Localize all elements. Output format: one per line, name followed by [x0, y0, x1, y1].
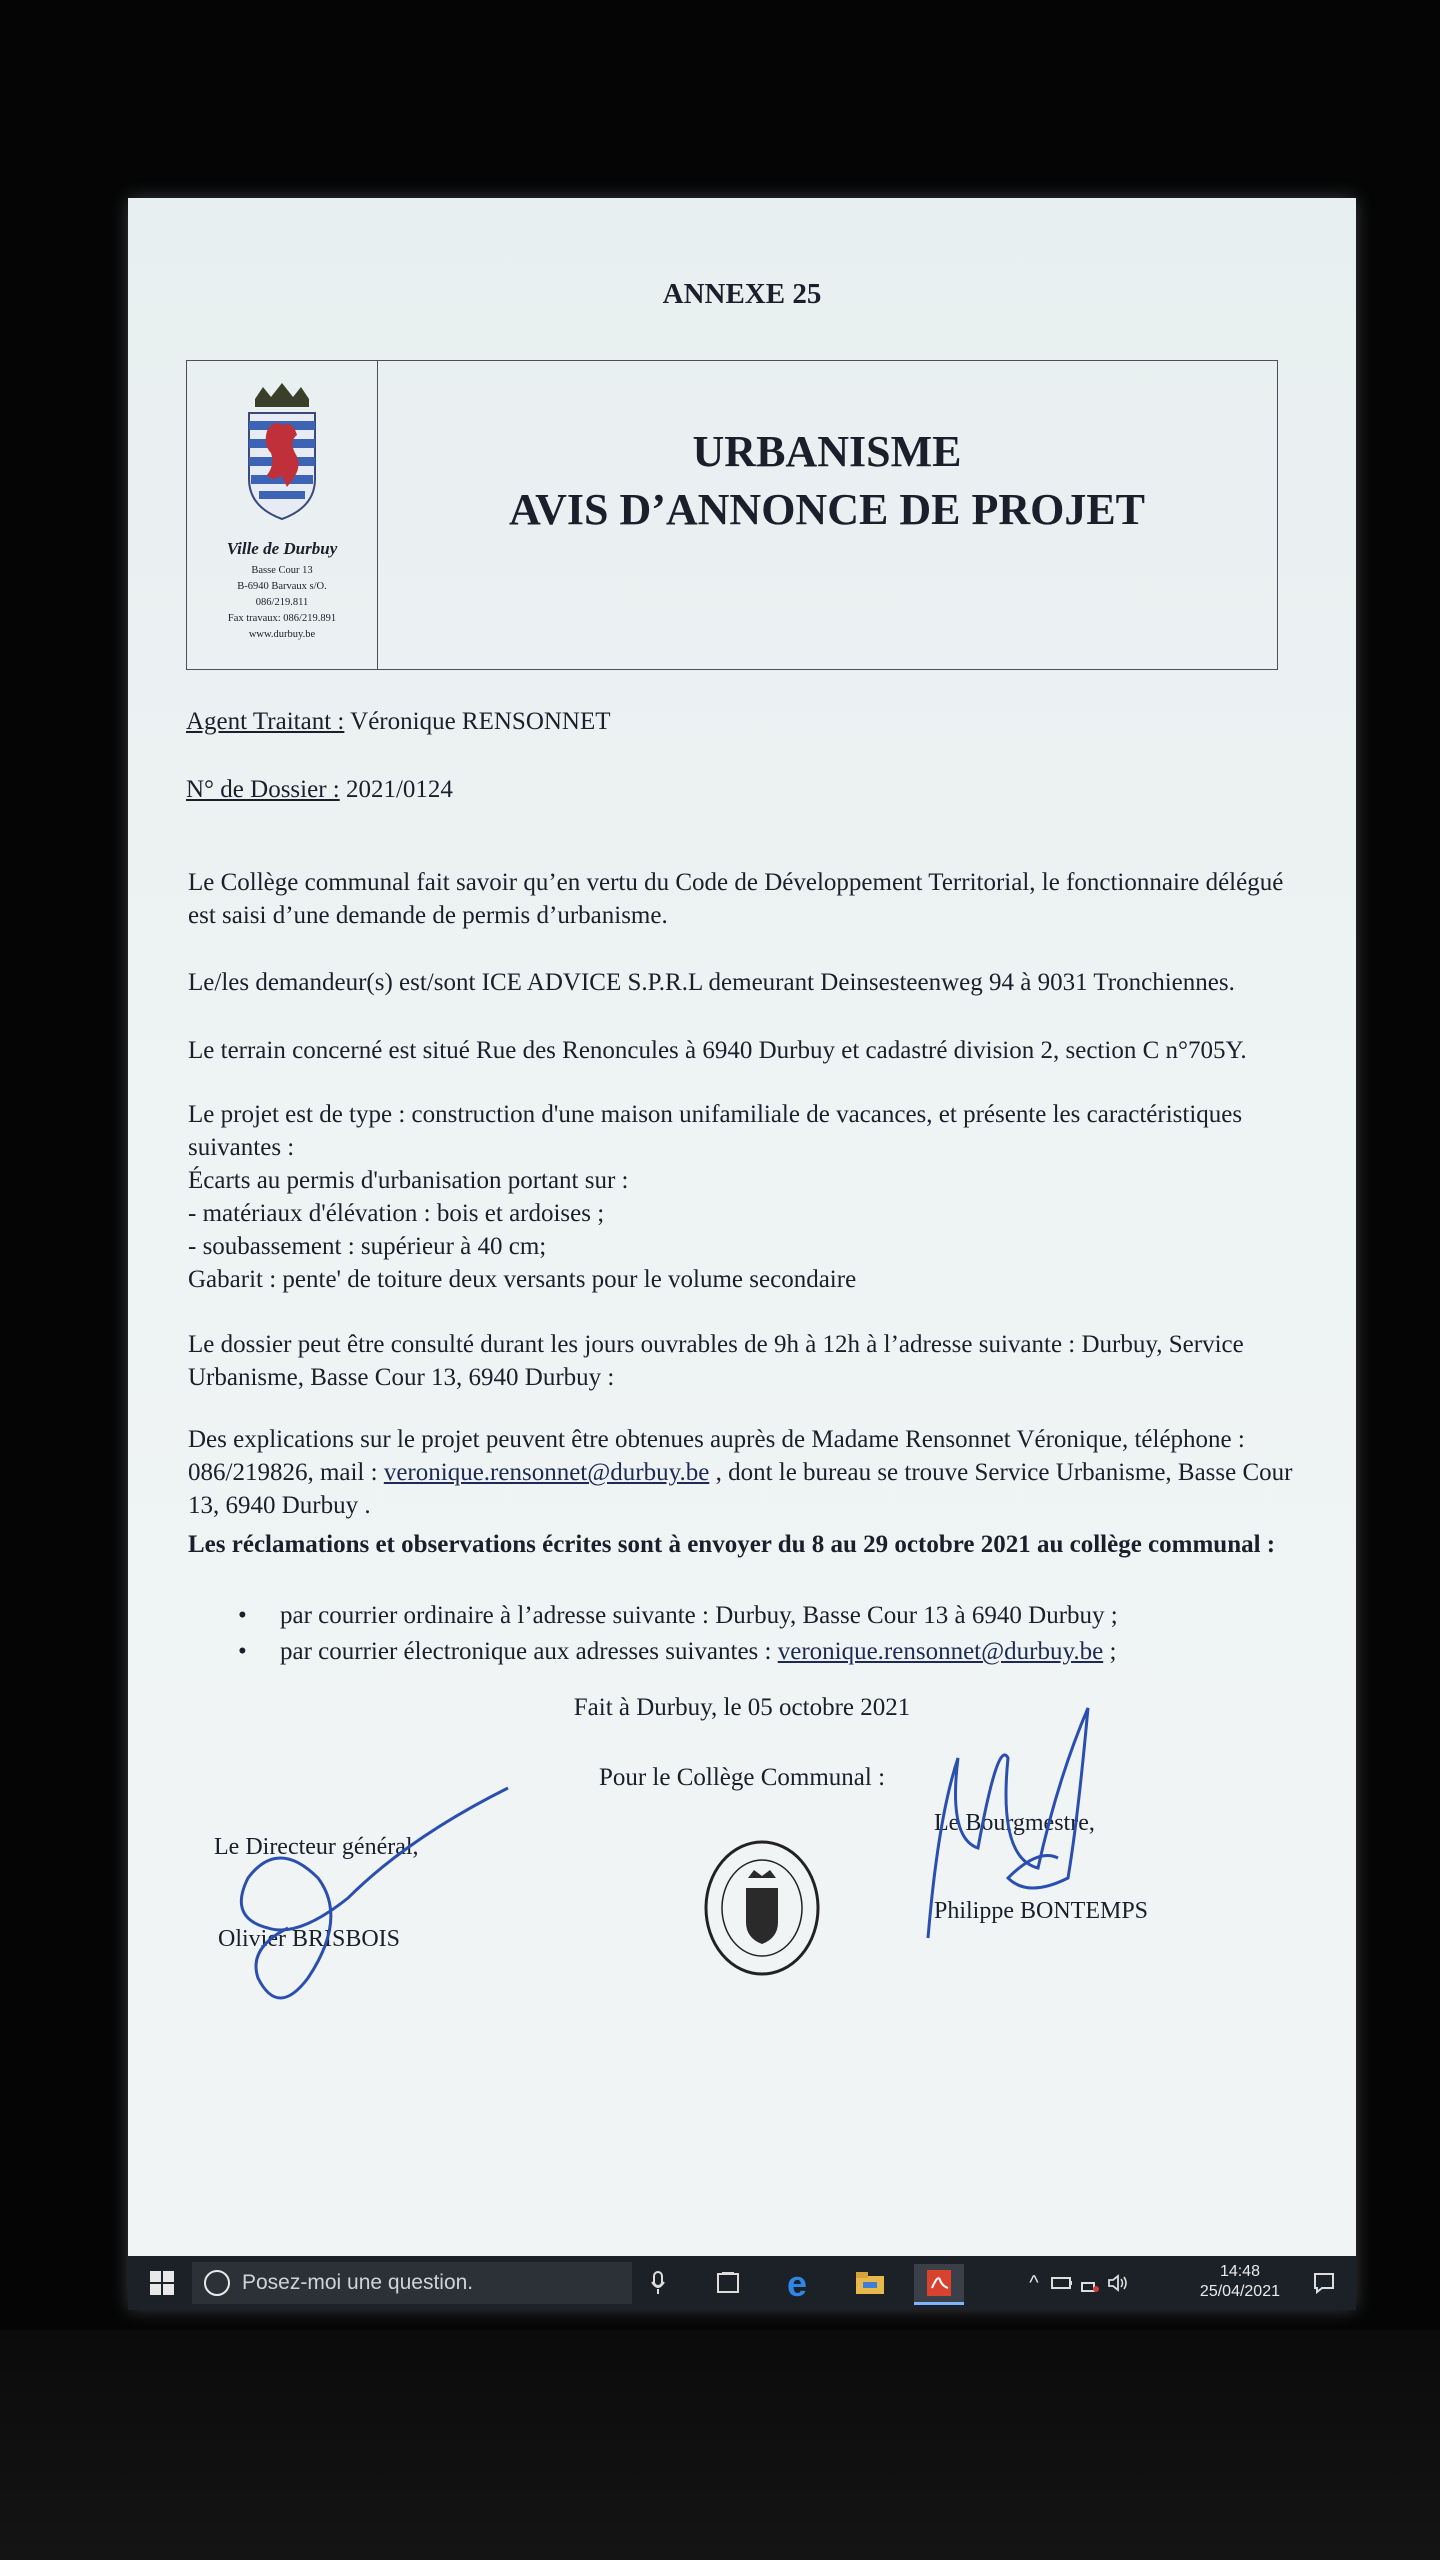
paragraph-intro: Le Collège communal fait savoir qu’en vertu du Code de Développement Territorial, le fonctionnaire délégué est saisi d’une demande de permis d’urbanisme. [188, 869, 1284, 929]
dossier-line: N° de Dossier : 2021/0124 [186, 776, 453, 803]
svg-text:e: e [787, 2266, 808, 2300]
paragraph-claims: Les réclamations et observations écrites sont à envoyer du 8 au 29 octobre 2021 au collège communal : [188, 1531, 1276, 1558]
task-view-icon[interactable] [708, 2264, 748, 2302]
municipal-logo [187, 361, 378, 669]
paragraph-consultation: Le dossier peut être consulté durant les jours ouvrables de 9h à 12h à l’adresse suivante : Durbuy, Service Urbanisme, Basse Cour 13, 6940 Durbuy : [188, 1331, 1244, 1391]
clock-time: 14:48 [1219, 2263, 1260, 2280]
director-name: Olivier BRISBOIS [218, 1926, 401, 1952]
list-item: • par courrier électronique aux adresses suivantes : veronique.rensonnet@durbuy.be ; [238, 1634, 1118, 1670]
paragraph-terrain: Le terrain concerné est situé Rue des Renoncules à 6940 Durbuy et cadastré division 2, section C n°705Y. [188, 1037, 1247, 1064]
clock-date: 25/04/2021 [1199, 2283, 1280, 2300]
windows-icon [149, 2270, 175, 2296]
battery-icon[interactable] [1048, 2264, 1076, 2302]
list-item: • par courrier ordinaire à l’adresse suivante : Durbuy, Basse Cour 13 à 6940 Durbuy ; [238, 1598, 1118, 1634]
director-signature-icon [208, 1778, 528, 2018]
coat-of-arms-icon [237, 379, 327, 529]
system-clock[interactable] [1200, 2262, 1280, 2302]
pdf-viewer-taskbar-button[interactable] [914, 2264, 964, 2305]
cortana-search-box[interactable] [192, 2262, 632, 2304]
director-title: Le Directeur général, [214, 1834, 419, 1860]
windows-taskbar [128, 2256, 1356, 2310]
document-viewer [128, 198, 1356, 2256]
header-box [186, 360, 1278, 670]
start-button[interactable] [138, 2264, 186, 2302]
file-explorer-icon[interactable] [848, 2264, 892, 2302]
paragraph-contact: Des explications sur le projet peuvent être obtenues auprès de Madame Rensonnet Véronique, téléphone : 086/219826, mail : veronique.rensonnet@durbuy.be , dont le bureau se trouve Service Urbanisme, Basse Cour 13, 6940 Durbuy . [188, 1426, 1293, 1519]
document-title: URBANISME AVIS D’ANNONCE DE PROJET [508, 427, 1146, 534]
paragraph-project: Le projet est de type : construction d'une maison unifamiliale de vacances, et présente les caractéristiques suivantes : Écarts au permis d'urbanisation portant sur : - matériaux d'élévation : bois et ardoises ; - soubassement : supérieur à 40 cm; Gabarit : pente' de toiture deux versants pour le volume secondaire [188, 1101, 1243, 1293]
chevron-up-icon[interactable]: ^ [1029, 2271, 1039, 2294]
search-placeholder: Posez-moi une question. [242, 2271, 474, 2294]
mayor-name: Philippe BONTEMPS [934, 1898, 1149, 1924]
college-line: Pour le Collège Communal : [598, 1764, 886, 1791]
mayor-signature-icon [888, 1698, 1118, 1948]
volume-icon[interactable] [1104, 2264, 1134, 2302]
agent-line: Agent Traitant : Véronique RENSONNET [186, 708, 611, 735]
monitor-screen [128, 198, 1356, 2310]
city-name: Ville de Durbuy [226, 539, 338, 558]
bullet-list [238, 1598, 1118, 1670]
monitor-bezel-bottom [0, 2330, 1440, 2560]
date-line: Fait à Durbuy, le 05 octobre 2021 [573, 1694, 911, 1721]
municipal-seal-icon [702, 1838, 822, 1978]
email-link[interactable]: veronique.rensonnet@durbuy.be [777, 1638, 1104, 1665]
pdf-icon [924, 2268, 954, 2298]
annexe-label: ANNEXE 25 [662, 278, 822, 310]
network-icon[interactable] [1078, 2264, 1102, 2302]
notification-icon[interactable] [1304, 2264, 1344, 2302]
email-link[interactable]: veronique.rensonnet@durbuy.be [383, 1459, 710, 1486]
paragraph-applicant: Le/les demandeur(s) est/sont ICE ADVICE S.P.R.L demeurant Deinsesteenweg 94 à 9031 Tronchiennes. [188, 969, 1235, 996]
city-address: Basse Cour 13 B-6940 Barvaux s/O. 086/219.811 Fax travaux: 086/219.891 www.durbuy.be [227, 565, 337, 640]
cortana-icon [204, 2270, 230, 2296]
microphone-icon[interactable] [638, 2264, 678, 2302]
mayor-title: Le Bourgmestre, [934, 1810, 1095, 1836]
edge-browser-icon[interactable] [778, 2264, 822, 2302]
